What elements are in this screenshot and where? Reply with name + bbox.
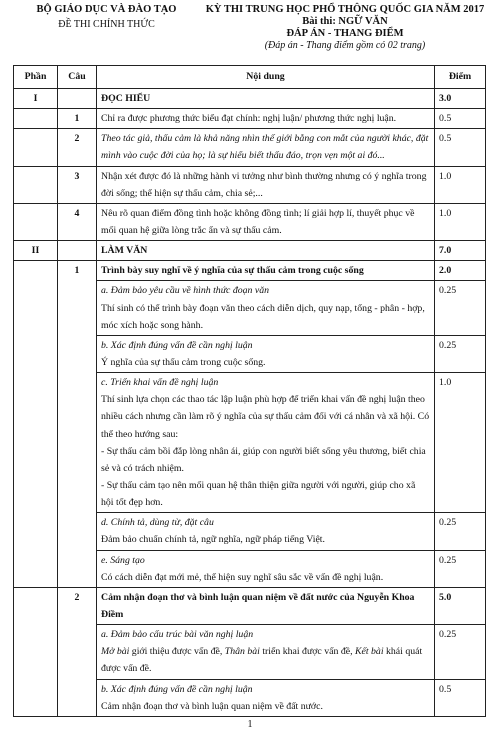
section-row-2	[14, 241, 486, 261]
question-number: 1	[58, 109, 97, 129]
criterion-title: c. Triển khai vấn đề nghị luận	[101, 377, 219, 389]
section-row-1	[14, 89, 486, 109]
criterion-score: 0.25	[435, 625, 486, 679]
answer-text: Nhận xét được đó là những hành vi tưởng như bình thường nhưng có ý nghĩa trong đời sống; thể hiện sự thấu cảm, chia sẻ;...	[97, 166, 435, 203]
criterion-text: Cảm nhận đoạn thơ và bình luận quan niệm về đất nước.	[101, 700, 323, 712]
criterion-text-part: triển khai được vấn đề,	[259, 646, 355, 658]
answer-score: 0.5	[435, 109, 486, 129]
criterion-score: 0.25	[435, 281, 486, 335]
section-number: II	[14, 241, 58, 261]
table-header-row	[14, 66, 486, 89]
col-header-cau: Câu	[58, 66, 97, 89]
section-title: LÀM VĂN	[97, 241, 435, 261]
exam-title: KỲ THI TRUNG HỌC PHỔ THÔNG QUỐC GIA NĂM 2017	[205, 4, 485, 15]
section-title: ĐỌC HIỂU	[97, 89, 435, 109]
table-row	[14, 166, 486, 203]
criterion-title: a. Đảm bảo yêu cầu về hình thức đoạn văn	[101, 285, 270, 297]
criterion-score: 0.25	[435, 513, 486, 550]
question-title: Cảm nhận đoạn thơ và bình luận quan niệm về đất nước của Nguyễn Khoa Điềm	[97, 587, 435, 624]
question-number: 1	[58, 261, 97, 588]
criterion-title: a. Đảm bảo cấu trúc bài văn nghị luận	[101, 629, 254, 641]
table-row	[14, 109, 486, 129]
ket-bai-label: Kết bài	[354, 646, 384, 658]
criterion-text-part: giới thiệu được vấn đề,	[129, 646, 225, 658]
page-count-note: (Đáp án - Thang điểm gồm có 02 trang)	[264, 40, 426, 51]
than-bai-label: Thân bài	[224, 646, 260, 658]
criterion-title: b. Xác định đúng vấn đề cần nghị luận	[101, 339, 253, 351]
answer-score: 1.0	[435, 203, 486, 240]
section-score: 3.0	[435, 89, 486, 109]
criterion-title: e. Sáng tạo	[101, 554, 145, 566]
table-row	[14, 261, 486, 281]
question-number: 3	[58, 166, 97, 203]
answer-title: ĐÁP ÁN - THANG ĐIỂM	[286, 28, 404, 39]
official-label: ĐỀ THI CHÍNH THỨC	[58, 19, 155, 30]
criterion-score: 0.5	[435, 679, 486, 716]
question-score: 2.0	[435, 261, 486, 281]
col-header-phan: Phần	[14, 66, 58, 89]
section-score: 7.0	[435, 241, 486, 261]
criterion-score: 0.25	[435, 335, 486, 372]
ministry-name: BỘ GIÁO DỤC VÀ ĐÀO TẠO	[36, 4, 177, 15]
criterion-text: Có cách diễn đạt mới mẻ, thể hiện suy nghĩ sâu sắc về vấn đề nghị luận.	[101, 571, 384, 583]
header-left	[14, 4, 199, 30]
question-score: 5.0	[435, 587, 486, 624]
criterion-bullet: - Sự thấu cảm bồi đắp lòng nhân ái, giúp con người biết sống yêu thương, biết chia sẻ và có trách nhiệm.	[101, 445, 426, 474]
question-number: 2	[58, 587, 97, 716]
col-header-noidung: Nội dung	[97, 66, 435, 89]
answer-text: Chỉ ra được phương thức biểu đạt chính: nghị luận/ phương thức nghị luận.	[97, 109, 435, 129]
answer-text: Theo tác giả, thấu cảm là khả năng nhìn thế giới bằng con mắt của người khác, đặt mình vào cuộc đời của họ; là sự hiểu biết thấu đáo, trọn vẹn một ai đó...	[97, 129, 435, 166]
criterion-score: 1.0	[435, 373, 486, 513]
mo-bai-label: Mở bài	[101, 646, 130, 658]
criterion-text: Thí sinh lựa chọn các thao tác lập luận phù hợp để triển khai vấn đề nghị luận theo nhiều cách nhưng cần làm rõ ý nghĩa của sự thấu cảm đối với cá nhân và xã hội. Có thể theo hướng sau:	[101, 394, 430, 440]
answer-score: 1.0	[435, 166, 486, 203]
table-row	[14, 587, 486, 624]
question-title: Trình bày suy nghĩ về ý nghĩa của sự thấu cảm trong cuộc sống	[97, 261, 435, 281]
table-row	[14, 203, 486, 240]
question-number: 4	[58, 203, 97, 240]
criterion-text: Thí sinh có thể trình bày đoạn văn theo cách diễn dịch, quy nạp, tổng - phân - hợp, móc xích hoặc song hành.	[101, 302, 425, 331]
question-number: 2	[58, 129, 97, 166]
subject-label: Bài thi: NGỮ VĂN	[302, 16, 388, 27]
criterion-score: 0.25	[435, 550, 486, 587]
criterion-text	[101, 643, 430, 677]
criterion-text-part: khái quát được vấn đề.	[101, 646, 423, 675]
criterion-bullet: - Sự thấu cảm tạo nên mối quan hệ thân thiện giữa người với người, giúp cho xã hội tốt đẹp hơn.	[101, 479, 416, 509]
criterion-text: Đảm bảo chuẩn chính tả, ngữ nghĩa, ngữ pháp tiếng Việt.	[101, 534, 325, 546]
page-number: 1	[247, 719, 253, 730]
answer-text: Nêu rõ quan điểm đồng tình hoặc không đồng tình; lí giải hợp lí, thuyết phục về mối quan hệ giữa lòng trắc ẩn và sự thấu cảm.	[97, 203, 435, 240]
section-number: I	[14, 89, 58, 109]
col-header-diem: Điểm	[435, 66, 486, 89]
answer-score: 0.5	[435, 129, 486, 166]
answer-table	[13, 65, 486, 717]
table-row	[14, 129, 486, 166]
criterion-text: Ý nghĩa của sự thấu cảm trong cuộc sống.	[101, 356, 266, 368]
header-right	[200, 4, 490, 51]
criterion-title: b. Xác định đúng vấn đề cần nghị luận	[101, 683, 253, 695]
criterion-title: d. Chính tả, dùng từ, đặt câu	[101, 517, 214, 529]
